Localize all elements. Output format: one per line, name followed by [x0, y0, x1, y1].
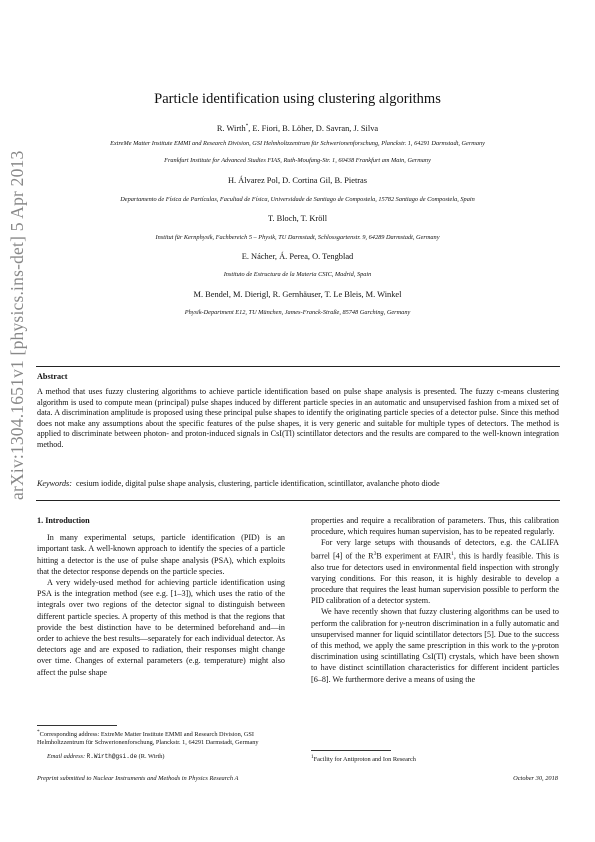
footnote-rule: [311, 750, 391, 751]
affiliation: ExtreMe Matter Institute EMMI and Research Division, GSI Helmholtzzentrum für Schwerionenforschung, Planckstr. 1, 64291 Darmstadt, Germany: [110, 140, 485, 147]
footnote-mark: 1: [451, 550, 454, 557]
text-run: -neutron discrimination in a fully automatic and unsupervised manner for liquid scintillator detectors [5]. Due to the success of this method, we apply the same prescription in this work to the: [311, 618, 559, 650]
footer-journal: Preprint submitted to Nuclear Instruments and Methods in Physics Research A: [37, 775, 239, 782]
text-run: For very large setups with thousands of detectors, e.g. the CALIFA barrel [4] of the R: [311, 538, 559, 561]
footer-date: October 30, 2018: [513, 775, 558, 782]
affiliation: Frankfurt Institute for Advanced Studies FIAS, Ruth-Moufang-Str. 1, 60438 Frankfurt am Main, Germany: [164, 157, 431, 164]
author-line: M. Bendel, M. Dierigl, R. Gernhäuser, T. Le Bleis, M. Winkel: [193, 290, 402, 299]
left-column: [37, 515, 285, 678]
text-run: We have recently shown that fuzzy clustering algorithms can be used to perform the calibration for: [311, 607, 559, 628]
paragraph: In many experimental setups, particle identification (PID) is an important task. A well-known approach to identify the species of a particle hitting a detector is the use of pulse shape analysis (PSA), which exploits that the detector response depends on the particle species.: [37, 533, 285, 576]
affiliation: Departamento de Física de Partículas, Facultad de Física, Universidade de Santiago de Compostela, 15782 Santiago de Compostela, Spain: [120, 196, 475, 203]
footnote-corresponding: [37, 728, 285, 748]
abstract-bottom-rule: [36, 500, 560, 501]
superscript: 3: [373, 550, 377, 557]
footnote-rule: [37, 725, 117, 726]
author-line: H. Álvarez Pol, D. Cortina Gil, B. Pietras: [227, 176, 368, 185]
arxiv-stamp: arXiv:1304.1651v1 [physics.ins-det] 5 Apr 2013: [7, 150, 27, 500]
gamma-symbol: γ: [531, 640, 536, 650]
author-name: R. Wirth: [216, 124, 246, 133]
paragraph: A very widely-used method for achieving particle identification using PSA is the integration method (see e.g. [1–3]), which uses the ratio of the integrals over two regions of the detector signal to distinguish between different particle species. A property of this method is that the regions that provide the best distinction have to be determined beforehand and—in order to achieve the best results—separately for each individual detector. As detectors age and are exposed to radiation, their responses might change over time. Changes of external parameters (e.g. temperature) might also affect the pulse shape: [37, 578, 285, 677]
text-run: B experiment at FAIR: [376, 551, 452, 561]
paragraph: [311, 537, 559, 606]
author-line: [30, 124, 565, 133]
footnote-email: [47, 753, 165, 761]
footnote-text: Corresponding address: ExtreMe Matter Institute EMMI and Research Division, GSI Helmholtzzentrum für Schwerionenforschung, Planckstr. 1, 64291 Darmstadt, Germany: [37, 731, 259, 747]
footnote-mark: 1: [311, 754, 314, 760]
section-heading: 1. Introduction: [37, 516, 90, 525]
author-names: , E. Fiori, B. Löher, D. Savran, J. Silva: [248, 124, 379, 133]
paper-title: Particle identification using clustering algorithms: [154, 91, 441, 107]
affiliation: Physik-Department E12, TU München, James-Franck-Straße, 85748 Garching, Germany: [184, 309, 411, 316]
author-line: T. Bloch, T. Kröll: [267, 214, 328, 223]
affiliation: Instituto de Estructura de la Materia CSIC, Madrid, Spain: [223, 271, 372, 278]
paragraph: properties and require a recalibration of parameters. Thus, this calibration procedure, which requires human supervision, has to be repeated regularly.: [311, 516, 559, 537]
gamma-symbol: γ: [399, 618, 403, 628]
keywords: [37, 479, 559, 488]
text-run: -proton discrimination using scintillating CsI(Tl) crystals, which have been shown to have distinct scintillation characteristics for different incident particles [6–8]. We furthermore derive a means of using the: [311, 640, 559, 684]
corresponding-mark: *: [245, 124, 249, 130]
email-owner: (R. Wirth): [138, 753, 165, 760]
affiliation: Institut für Kernphysik, Fachbereich 5 – Physik, TU Darmstadt, Schlossgartenstr. 9, 64289 Darmstadt, Germany: [155, 234, 440, 241]
email-address[interactable]: R.Wirth@gsi.de: [86, 753, 138, 760]
paragraph: [311, 606, 559, 684]
keywords-label: Keywords:: [37, 479, 72, 488]
footnote-facility: [311, 753, 416, 764]
author-line: E. Nácher, Á. Perea, O. Tengblad: [241, 252, 354, 261]
email-label: Email address:: [47, 753, 86, 760]
keywords-list: cesium iodide, digital pulse shape analysis, clustering, particle identification, scintillator, avalanche photo diode: [75, 479, 440, 488]
footnote-mark: *: [37, 729, 40, 735]
abstract-top-rule: [36, 366, 560, 367]
text-run: , this is hardly feasible. This is also true for detectors used in environmental field inspection with strongly varying conditions. For this reason, it is highly desirable to develop a procedure that requires the least human supervision possible to perform the PID calibration of a detector system.: [311, 551, 559, 606]
abstract-text: A method that uses fuzzy clustering algorithms to achieve particle identification based on pulse shape analysis is presented. The fuzzy c-means clustering algorithm is used to compute mean (principal) pulse shapes induced by different particle species in an automatic and unsupervised fashion from a mixed set of data. A discrimination amplitude is proposed using these principal pulse shapes to identify the originating particle species of a detector pulse. Since this method does not make any assumptions about the specific features of the pulse shapes, it is very generic and suitable for multiple types of detectors. The method is applied to discriminate between photon- and proton-induced signals in CsI(Tl) scintillator detectors and the results are compared to the well-known integration method.: [37, 387, 559, 449]
footnote-text: Facility for Antiproton and Ion Research: [313, 756, 416, 764]
abstract-heading: Abstract: [37, 372, 68, 381]
right-column: [311, 515, 559, 685]
